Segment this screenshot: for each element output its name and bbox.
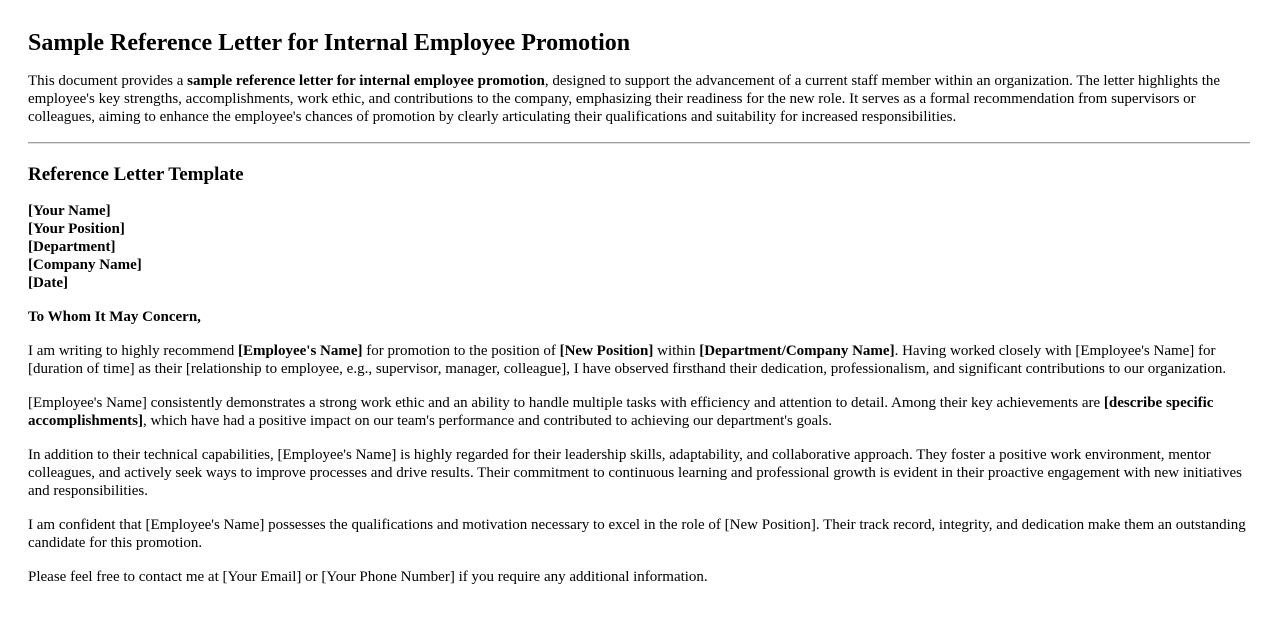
- sender-company: [Company Name]: [28, 257, 142, 273]
- sender-position: [Your Position]: [28, 221, 125, 237]
- sender-department: [Department]: [28, 239, 116, 255]
- p2-accomplishments: [describe specific accomplishments]: [28, 395, 1214, 429]
- p1-department-company: [Department/Company Name]: [699, 343, 895, 359]
- page-title: Sample Reference Letter for Internal Employee Promotion: [28, 30, 631, 56]
- p1-text-3: within: [653, 343, 700, 359]
- section-divider: [28, 142, 1250, 144]
- sender-name: [Your Name]: [28, 203, 111, 219]
- p1-text-2: for promotion to the position of: [362, 343, 560, 359]
- p2-text-2: , which have had a positive impact on our team's performance and contributed to achieving our department's goals.: [143, 413, 832, 429]
- letter-paragraph-4: I am confident that [Employee's Name] possesses the qualifications and motivation necessary to excel in the role of [New Position]. Their track record, integrity, and dedication make them an outstanding candidate for this promotion.: [28, 517, 1246, 551]
- letter-paragraph-1: [28, 342, 1250, 378]
- intro-text-1: This document provides a: [28, 73, 188, 89]
- intro-bold-phrase: sample reference letter for internal employee promotion: [187, 73, 545, 89]
- letter-paragraph-5: Please feel free to contact me at [Your Email] or [Your Phone Number] if you require any additional information.: [28, 569, 708, 585]
- document-page: [0, 29, 1278, 586]
- sender-date: [Date]: [28, 275, 68, 291]
- p1-employee-name: [Employee's Name]: [237, 343, 363, 359]
- section-heading: Reference Letter Template: [28, 164, 244, 185]
- p1-text-1: I am writing to highly recommend: [28, 343, 238, 359]
- salutation-text: To Whom It May Concern,: [28, 309, 201, 325]
- letter-paragraph-2: [28, 394, 1250, 430]
- sender-block: [28, 202, 1250, 292]
- p1-new-position: [New Position]: [559, 343, 654, 359]
- letter-paragraph-3: In addition to their technical capabilities, [Employee's Name] is highly regarded for their leadership skills, adaptability, and collaborative approach. They foster a positive work environment, mentor colleagues, and actively seek ways to improve processes and drive results. Their commitment to continuous learning and professional growth is evident in their proactive engagement with new initiatives and responsibilities.: [28, 447, 1242, 499]
- salutation: [28, 308, 1250, 326]
- p2-text-1: [Employee's Name] consistently demonstrates a strong work ethic and an ability to handle multiple tasks with efficiency and attention to detail. Among their key achievements are: [28, 395, 1104, 411]
- intro-paragraph: [28, 72, 1250, 126]
- p1-text-4: . Having worked closely with [Employee's Name] for [duration of time] as their [relationship to employee, e.g., supervisor, manager, colleague], I have observed firsthand their dedication, professionalism, and significant contributions to our organization.: [28, 343, 1227, 377]
- intro-text-2: , designed to support the advancement of a current staff member within an organization. The letter highlights the employee's key strengths, accomplishments, work ethic, and contributions to the company, emphasizing their readiness for the new role. It serves as a formal recommendation from supervisors or colleagues, aiming to enhance the employee's chances of promotion by clearly articulating their qualifications and suitability for increased responsibilities.: [28, 73, 1221, 125]
